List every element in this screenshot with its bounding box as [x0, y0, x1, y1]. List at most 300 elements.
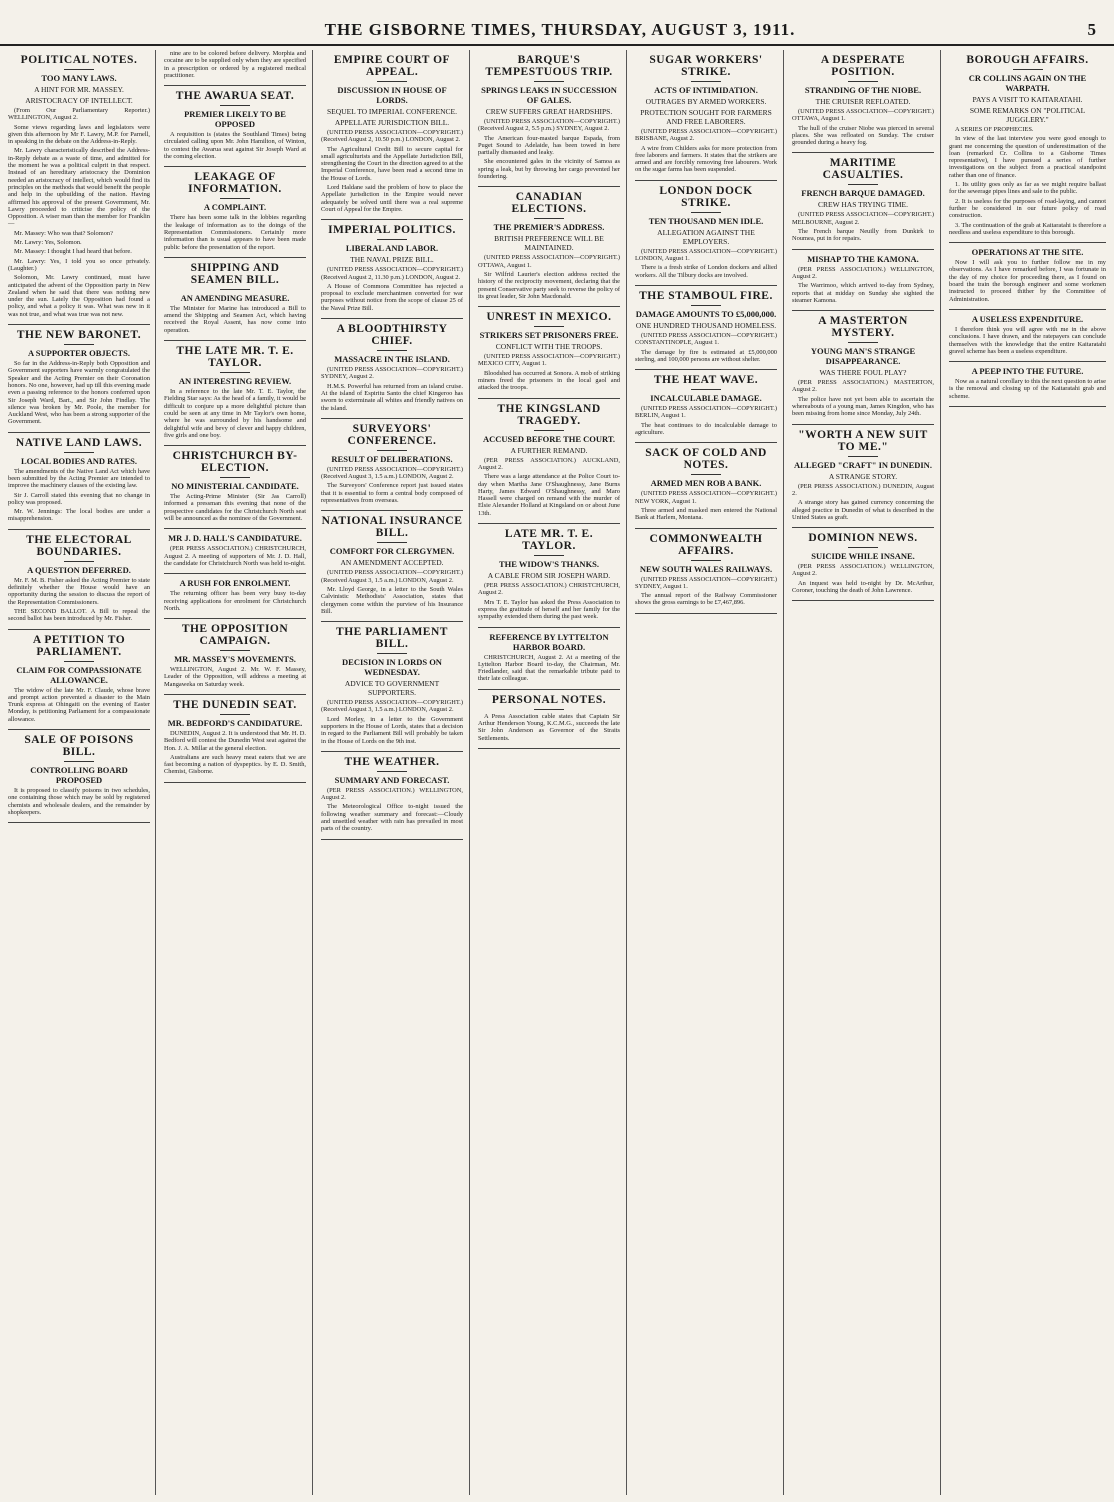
column-rule	[469, 50, 470, 1495]
article-subheading: MR J. D. HALL'S CANDIDATURE.	[168, 533, 302, 544]
article-paragraph: Lord Haldane said the problem of how to place the Appellate jurisdiction in the Empire would never adequately be solved until there was a real supreme Court of Appeal for the Empire.	[321, 184, 463, 213]
headline-rule	[691, 389, 721, 390]
article-subheading: AN INTERESTING REVIEW.	[178, 376, 292, 387]
article-subheading: THE NAVAL PRIZE BILL.	[350, 255, 434, 265]
article	[949, 366, 1106, 400]
article	[321, 756, 463, 833]
article-separator	[949, 361, 1106, 362]
article-paragraph: Three armed and masked men entered the National Bank at Harlem, Montana.	[635, 506, 777, 522]
column-rule	[626, 50, 627, 1495]
article-subheading: AN AMENDMENT ACCEPTED.	[340, 558, 444, 568]
article	[164, 345, 306, 439]
article-paragraph: There has been some talk in the lobbies regarding the leakage of information as to the doings of the Representation Commissioners. Certainly more information than is usual appears to have been made public before the presentation of the report.	[164, 214, 306, 251]
article-subheading: APPELLATE JURISDICTION BILL.	[334, 118, 450, 127]
article-paragraph: A wire from Childers asks for more protection from free laborers and farmers. It states that the strikers are armed and are forcibly removing free labourers. Work on the sugar farms has been suspended.	[635, 144, 777, 174]
article	[792, 429, 934, 521]
article-headline: THE STAMBOUL FIRE.	[639, 289, 773, 302]
article-subheading: A STRANGE STORY.	[828, 471, 898, 481]
article-paragraph: The amendments of the Native Land Act which have been submitted by the Acting Premier are intended to improve the machinery clauses of the existing law.	[8, 467, 150, 490]
article-subheading: A CABLE FROM SIR JOSEPH WARD.	[487, 571, 611, 581]
article-subheading: SOME REMARKS ON "POLITICAL JUGGLERY."	[969, 106, 1086, 124]
article-headline: THE AWARUA SEAT.	[175, 90, 295, 103]
article-separator	[164, 782, 306, 783]
article-separator	[792, 527, 934, 528]
article	[321, 224, 463, 312]
article-paragraph: The returning officer has been very busy to-day receiving applications for enrolment for Christchurch North.	[164, 590, 306, 612]
article-subheading: CREW SUFFERS GREAT HARDSHIPS.	[485, 107, 613, 116]
article	[949, 314, 1106, 355]
headline-rule	[220, 714, 250, 715]
article-subheading: ARMED MEN ROB A BANK.	[650, 478, 762, 489]
article-headline: SURVEYORS' CONFERENCE.	[347, 422, 437, 447]
column-1	[4, 50, 154, 1495]
article	[164, 623, 306, 688]
article-separator	[635, 285, 777, 286]
article-paragraph: Mr. Lawry: Yes, I told you so once privately. (Laughter.)	[8, 257, 150, 272]
article-subheading: CREW HAS TRYING TIME.	[817, 200, 908, 210]
article-paragraph: Solomon, Mr. Lawry continued, must have anticipated the advent of the Opposition party in New Zealand when he said that there was nothing new under the sun. Lately the Opposition had found a policy, and what a policy it was. What was new in it was not true, and what was true was not new.	[8, 274, 150, 318]
headline-rule	[64, 452, 94, 453]
article-subheading: ADVICE TO GOVERNMENT SUPPORTERS.	[344, 679, 440, 698]
article-subheading: A QUESTION DEFERRED.	[27, 564, 131, 575]
article-subheading: REFERENCE BY LYTTELTON HARBOR BOARD.	[489, 631, 609, 652]
article-paragraph: There was a large attendance at the Police Court to-day when Martha Jane O'Shaughnessy, Jane Burns Harty, James Edward O'Shaughnessy, and Maro Hassell were charged on remand with the murder of Elsie Alexander Holland at Kingsland on or about June 13th.	[478, 473, 620, 517]
article-separator	[164, 257, 306, 258]
article-paragraph: Lord Morley, in a letter to the Government supporters in the House of Lords, states that a decision in regard to the Parliament Bill will probably be taken in the House of Lords on the 9th inst.	[321, 715, 463, 745]
article-paragraph: A House of Commons Committee has rejected a proposal to exclude merchantmen converted for war purposes without notice from the scope of clause 25 of the Naval Prize Bill.	[321, 282, 463, 312]
article-subheading: BRITISH PREFERENCE WILL BE MAINTAINED.	[494, 234, 604, 253]
headline-rule	[1013, 69, 1043, 70]
article-subheading: COMFORT FOR CLERGYMEN.	[329, 546, 455, 557]
article-subheading: PROTECTION SOUGHT FOR FARMERS AND FREE LABORERS.	[640, 108, 772, 126]
article-subheading: MASSACRE IN THE ISLAND.	[334, 354, 450, 365]
article-paragraph: Mr. W. Jennings: The local bodies are under a misapprehension.	[8, 508, 150, 523]
article-paragraph: (PER PRESS ASSOCIATION.) AUCKLAND, August 2.	[478, 456, 620, 471]
article-separator	[792, 600, 934, 601]
article-headline: SACK OF COLD AND NOTES.	[645, 447, 767, 472]
article-separator	[635, 528, 777, 529]
article-paragraph: (UNITED PRESS ASSOCIATION—COPYRIGHT.) LONDON, August 1.	[635, 247, 777, 263]
article-paragraph: (PER PRESS ASSOCIATION.) WELLINGTON, August 2.	[792, 265, 934, 280]
article-subheading: ALLEGATION AGAINST THE EMPLOYERS.	[657, 227, 755, 246]
article-subheading: MR. MASSEY'S MOVEMENTS.	[174, 654, 296, 665]
headline-rule	[848, 547, 878, 548]
article-subheading: ACTS OF INTIMIDATION.	[654, 85, 758, 95]
headline-rule	[64, 761, 94, 762]
article-subheading: NO MINISTERIAL CANDIDATE.	[171, 481, 299, 492]
article-separator	[478, 186, 620, 187]
article-paragraph: Mr. F. M. B. Fisher asked the Acting Premier to state definitely whether the House would have an opportunity during the session to discuss the report of the Representation Commissioners.	[8, 576, 150, 606]
article-headline: EMPIRE COURT OF APPEAL.	[333, 54, 451, 78]
article-separator	[635, 369, 777, 370]
article	[478, 694, 620, 742]
article	[164, 578, 306, 612]
headline-rule	[377, 450, 407, 451]
article-subheading: ACCUSED BEFORE THE COURT.	[482, 433, 616, 444]
article-paragraph: The American four-masted barque Espada, from Puget Sound to Adelaide, has been towed in here partially dismasted and leaky.	[478, 134, 620, 157]
article-separator	[8, 822, 150, 823]
article-subheading: SPRINGS LEAKS IN SUCCESSION OF GALES.	[481, 85, 617, 105]
article-paragraph: There is a fresh strike of London dockers and allied workers. All the Tilbury docks are involved.	[635, 264, 777, 279]
article-paragraph: Mr. Massey: Who was that? Solomon?	[14, 229, 113, 237]
article-headline: THE NEW BARONET.	[16, 329, 142, 342]
article-subheading: SEQUEL TO IMPERIAL CONFERENCE.	[326, 107, 457, 116]
article-separator	[478, 748, 620, 749]
article-paragraph: I therefore think you will agree with me in the above conclusions. I have drawn, and the ratepayers can conclude themselves with the knowledge that the entire Kaitaratahi gravel scheme has been a useless expenditure.	[949, 325, 1106, 355]
article-paragraph: Mr. Lawry characteristically described the Address-in-Reply debate as a waste of time, and admitted for the moment he was a political culprit in that respect. Instead of an hereditary aristocracy the Dominion needed an aristocracy of intellect, which would find its principles on the methods that would benefit the people and help in the upbuilding of the nation. Having affirmed his approval of the present Government, Mr. Lawry proceeded to criticise the policy of the Opposition. A wiser man than the member for Franklin—	[8, 147, 150, 228]
article-paragraph: Now as a natural corollary to this the next question to arise is the removal and closing up of the Kaitaratahi grab and scheme.	[949, 378, 1106, 400]
article-paragraph: 3. The continuation of the grab at Kaitaratahi is therefore a needless and useless expenditure to this borough.	[949, 221, 1106, 236]
article-subheading: CR COLLINS AGAIN ON THE WARPATH.	[968, 73, 1087, 93]
column-5	[631, 50, 781, 1495]
headline-rule	[220, 650, 250, 651]
article-paragraph: She encountered gales in the vicinity of Samoa as spring a leak, but by throwing her cargo prevented her foundering.	[478, 158, 620, 181]
article-paragraph: The Warrimoo, which arrived to-day from Sydney, reports that at midday on Sunday she sighted the steamer Kamona.	[792, 282, 934, 304]
article-paragraph: Mrs T. E. Taylor has asked the Press Association to express the gratitude of herself and her family for the sympathy extended them during the past week.	[478, 598, 620, 621]
article	[635, 290, 777, 363]
article-paragraph: H.M.S. Powerful has returned from an island cruise. At the island of Espiritu Santo the chief Kingeroo has sworn to exterminate all whites and friendly natives on the island.	[321, 382, 463, 412]
article-separator	[164, 528, 306, 529]
article	[164, 171, 306, 250]
article-separator	[792, 152, 934, 153]
headline-rule	[534, 326, 564, 327]
headline-rule	[848, 81, 878, 82]
article-paragraph: 1. Its utility goes only as far as we might require ballast for the sewerage pipes lines and sale to the public.	[949, 181, 1106, 196]
article-paragraph: (PER PRESS ASSOCIATION.) WELLINGTON, August 2.	[321, 786, 463, 802]
article-paragraph: (PER PRESS ASSOCIATION.) CHRISTCHURCH, August 2.	[478, 582, 620, 597]
headline-rule	[691, 305, 721, 306]
article-paragraph: The Agricultural Credit Bill to secure capital for small agriculturists and the Appellate Jurisdiction Bill, strengthening the Court in the direction agreed to at the Imperial Conference, have been read a second time in the House of Lords.	[321, 145, 463, 182]
article-subheading: TEN THOUSAND MEN IDLE.	[648, 215, 764, 226]
article	[635, 374, 777, 436]
article-headline: LATE MR. T. E. TAYLOR.	[504, 528, 594, 553]
article	[8, 437, 150, 523]
article-headline: PERSONAL NOTES.	[491, 693, 607, 706]
article-subheading: A USELESS EXPENDITURE.	[971, 313, 1084, 324]
article-paragraph: (UNITED PRESS ASSOCIATION—COPYRIGHT.) SYDNEY, August 2.	[321, 366, 463, 381]
article-separator	[321, 751, 463, 752]
column-rule	[312, 50, 313, 1495]
article-headline: CHRISTCHURCH BY-ELECTION.	[172, 450, 298, 475]
article-headline: A PETITION TO PARLIAMENT.	[32, 633, 126, 658]
column-7	[945, 50, 1110, 1495]
article-paragraph: Some views regarding laws and legislators were given this afternoon by Mr F. Lawry, M.P. for Parnell, in speaking in the debate on the Address-in-Reply.	[8, 123, 150, 146]
article-separator	[164, 340, 306, 341]
article-paragraph: The Acting-Prime Minister (Sir Jas Carroll) informed a pressman this evening that none of the prospective candidates for the Christchurch North seat will be announced as the nominee of the Government.	[164, 493, 306, 523]
article-headline: NATIVE LAND LAWS.	[15, 436, 143, 449]
article-subheading: THE WIDOW'S THANKS.	[498, 559, 600, 570]
article-subheading: STRIKERS SET PRISONERS FREE.	[479, 330, 619, 341]
article-paragraph: (UNITED PRESS ASSOCIATION—COPYRIGHT.) (Received August 3, 1.5 a.m.) LONDON, August 2.	[321, 699, 463, 714]
article-separator	[321, 510, 463, 511]
headline-rule	[534, 555, 564, 556]
headline-rule	[534, 81, 564, 82]
article-paragraph: WELLINGTON, August 2. Mr. W. F. Massey, Leader of the Opposition, will address a meeting at Mangaweka on Saturday week.	[164, 666, 306, 688]
article-headline: "WORTH A NEW SUIT TO ME."	[798, 428, 928, 453]
article-paragraph: (From Our Parliamentary Reporter.) WELLINGTON, August 2.	[8, 107, 150, 122]
article-paragraph: THE SECOND BALLOT. A Bill to repeal the second ballot has been introduced by Mr. Fisher.	[8, 607, 150, 623]
article	[8, 634, 150, 723]
article-separator	[8, 529, 150, 530]
headline-rule	[534, 430, 564, 431]
article	[164, 262, 306, 334]
article-subheading: WAS THERE FOUL PLAY?	[819, 368, 907, 378]
article-paragraph: Mr. Lawry: Yes, Solomon.	[14, 239, 82, 247]
article-separator	[321, 219, 463, 220]
article	[635, 54, 777, 174]
article-separator	[478, 627, 620, 628]
headline-rule	[691, 560, 721, 561]
headline-rule	[848, 342, 878, 343]
article-paragraph: (UNITED PRESS ASSOCIATION—COPYRIGHT.) BRISBANE, August 2.	[635, 128, 777, 143]
article-subheading: ALLEGED "CRAFT" IN DUNEDIN.	[794, 459, 932, 470]
article-headline: THE WEATHER.	[344, 755, 440, 768]
article	[792, 157, 934, 242]
article	[478, 191, 620, 300]
article-paragraph: (PER PRESS ASSOCIATION.) DUNEDIN, August 2.	[792, 482, 934, 497]
article-separator	[635, 613, 777, 614]
article-headline: BOROUGH AFFAIRS.	[966, 54, 1089, 66]
article	[164, 533, 306, 567]
article-separator	[478, 523, 620, 524]
article-paragraph: (UNITED PRESS ASSOCIATION—COPYRIGHT.) MELBOURNE, August 2.	[792, 211, 934, 226]
headline-rule	[534, 709, 564, 710]
article-headline: A DESPERATE POSITION.	[820, 54, 906, 78]
article	[321, 515, 463, 615]
article-headline: UNREST IN MEXICO.	[486, 311, 612, 324]
article-headline: THE ELECTORAL BOUNDARIES.	[26, 533, 132, 558]
article-paragraph: (UNITED PRESS ASSOCIATION—COPYRIGHT.) NEW YORK, August 1.	[635, 490, 777, 505]
article-separator	[635, 442, 777, 443]
headline-rule	[64, 561, 94, 562]
article-paragraph: Sir J. Carroll stated this evening that no change in policy was proposed.	[8, 491, 150, 506]
article-paragraph: Mr. Lloyd George, in a letter to the South Wales Calvinistic Methodists' Association, states that clergymen come within the purview of his Insurance Bill.	[321, 585, 463, 615]
article	[8, 734, 150, 816]
headline-rule	[691, 81, 721, 82]
article-separator	[164, 618, 306, 619]
article-paragraph: The damage by fire is estimated at £5,000,000 sterling, and 100,000 persons are without shelter.	[635, 348, 777, 363]
article-subheading: YOUNG MAN'S STRANGE DISAPPEARANCE.	[810, 346, 916, 367]
headline-rule	[377, 239, 407, 240]
article-separator	[8, 432, 150, 433]
article	[478, 54, 620, 180]
column-3	[317, 50, 467, 1495]
article	[164, 50, 306, 79]
headline-rule	[377, 542, 407, 543]
article-subheading: NEW SOUTH WALES RAILWAYS.	[639, 563, 773, 574]
headline-rule	[64, 344, 94, 345]
article	[792, 315, 934, 417]
article-headline: A BLOODTHIRSTY CHIEF.	[336, 323, 448, 348]
article-subheading: ONE HUNDRED THOUSAND HOMELESS.	[635, 320, 777, 330]
article-paragraph: In a reference to the late Mr. T. E. Taylor, the Fielding Star says: As the head of a family, it would be difficult to conjure up a more delightful picture than could be seen at any time in Mr Taylor's own home, where he was surrounded by his handsome and delightful wife and bevy of clever and happy children, five girls and one boy.	[164, 388, 306, 439]
article-separator	[321, 418, 463, 419]
article-paragraph: (UNITED PRESS ASSOCIATION—COPYRIGHT.) (Received August 2, 10.50 p.m.) LONDON, August 2.	[321, 129, 463, 144]
article-headline: MARITIME CASUALTIES.	[822, 157, 904, 182]
article-headline: THE LATE MR. T. E. TAYLOR.	[176, 345, 294, 370]
article-headline: SALE OF POISONS BILL.	[24, 734, 134, 759]
article-paragraph: DUNEDIN, August 2. It is understood that Mr. H. D. Bedford will contest the Dunedin West seat against the Hon. J. A. Millar at the general election.	[164, 729, 306, 752]
article	[478, 528, 620, 620]
article-headline: THE KINGSLAND TRAGEDY.	[497, 402, 601, 427]
article-paragraph: (UNITED PRESS ASSOCIATION—COPYRIGHT.) (Received August 2, 11.30 p.m.) LONDON, August 2.	[321, 266, 463, 281]
article-separator	[164, 445, 306, 446]
article-separator	[164, 573, 306, 574]
article-subheading: DAMAGE AMOUNTS TO £5,000,000.	[635, 308, 777, 319]
article-paragraph: (UNITED PRESS ASSOCIATION—COPYRIGHT.) OTTAWA, August 1.	[792, 108, 934, 123]
article-paragraph: A SERIES OF PROPHECIES.	[955, 126, 1034, 133]
article-headline: SHIPPING AND SEAMEN BILL.	[190, 261, 280, 286]
article-paragraph: 2. It is useless for the purposes of road-laying, and cannot further be considered in our future policy of road construction.	[949, 197, 1106, 220]
article-subheading: THE PREMIER'S ADDRESS.	[493, 222, 605, 233]
article-subheading: TOO MANY LAWS.	[41, 73, 117, 83]
article	[792, 54, 934, 146]
article	[321, 626, 463, 745]
article-subheading: DECISION IN LORDS ON WEDNESDAY.	[342, 657, 442, 678]
column-4	[474, 50, 624, 1495]
article-paragraph: The Minister for Marine has introduced a Bill to amend the Shipping and Seamen Act, which having received the Royal Assent, has now come into operation.	[164, 304, 306, 334]
article	[949, 54, 1106, 236]
article-separator	[321, 839, 463, 840]
article-headline: SUGAR WORKERS' STRIKE.	[649, 54, 763, 78]
article-subheading: SUICIDE WHILE INSANE.	[811, 551, 915, 562]
article-headline: THE OPPOSITION CAMPAIGN.	[181, 623, 289, 648]
article-paragraph: CHRISTCHURCH, August 2. At a meeting of the Lyttelton Harbor Board to-day, the Chairman, Mr. Friedlander, said that the remarkable tribute paid to their late colleague.	[478, 653, 620, 683]
article-headline: DOMINION NEWS.	[808, 532, 918, 545]
article	[478, 311, 620, 391]
article-separator	[321, 621, 463, 622]
article-separator	[635, 180, 777, 181]
article-subheading: CONFLICT WITH THE TROOPS.	[495, 342, 603, 352]
article-separator	[164, 694, 306, 695]
headline-rule	[220, 289, 250, 290]
article-subheading: DISCUSSION IN HOUSE OF LORDS.	[337, 85, 447, 105]
article-separator	[478, 306, 620, 307]
article-paragraph: (UNITED PRESS ASSOCIATION—COPYRIGHT.) MEXICO CITY, August 1.	[478, 353, 620, 368]
headline-rule	[377, 81, 407, 82]
article-subheading: FRENCH BARQUE DAMAGED.	[801, 188, 925, 199]
article-paragraph: A requisition is (states the Southland Times) being circulated calling upon Mr. John Hamilton, of Winton, to contest the Awarua seat against Sir Joseph Ward at the coming election.	[164, 131, 306, 161]
article-paragraph: The police have not yet been able to ascertain the whereabouts of a young man, James Kingdon, who has been missing from home since Monday, July 24th.	[792, 395, 934, 418]
article-paragraph: (PER PRESS ASSOCIATION.) WELLINGTON, August 2.	[792, 563, 934, 578]
headline-rule	[377, 653, 407, 654]
article	[8, 54, 150, 318]
article	[478, 403, 620, 517]
article-paragraph: The widow of the late Mr. F. Claude, whose brave and prompt action prevented a disaster to the Main Trunk express at Ohingaiti on the evening of Easter Monday, is petitioning Parliament for a compassionate allowance.	[8, 686, 150, 723]
article-subheading: CONTROLLING BOARD PROPOSED	[30, 765, 128, 786]
article-separator	[478, 398, 620, 399]
article-subheading: INCALCULABLE DAMAGE.	[650, 393, 762, 404]
article-paragraph: Now I will ask you to further follow me in my observations. As I have remarked before, I was fortunate in the day of my choice for proceeding there, as I found on board the train the borough engineer and some workmen instructed to proceed thither by the Committee of Administration.	[949, 259, 1106, 303]
article-subheading: A FURTHER REMAND.	[510, 445, 588, 455]
article-subheading: A SUPPORTER OBJECTS.	[28, 348, 130, 359]
article-paragraph: In view of the last interview you were good enough to grant me concerning the question of underestimation of the loan (remarked Cr. Collins to a Gisborne Times representative), I have pursued a series of further investigations on the subject from a practical standpoint rather than one of finance.	[949, 135, 1106, 179]
column-rule	[783, 50, 784, 1495]
article-separator	[792, 249, 934, 250]
article	[164, 90, 306, 160]
article-headline: THE HEAT WAVE.	[653, 374, 759, 387]
article-subheading: A COMPLAINT.	[203, 202, 267, 213]
article-paragraph: Sir Wilfrid Laurier's election address recited the history of the reciprocity movement, declaring that the present Conservative party seek to reverse the policy of its great leader, Sir John Macdonald.	[478, 270, 620, 300]
article	[949, 247, 1106, 303]
headline-rule	[377, 771, 407, 772]
article-subheading: OPERATIONS AT THE SITE.	[971, 247, 1084, 258]
article-paragraph: (UNITED PRESS ASSOCIATION—COPYRIGHT.) BERLIN, August 1.	[635, 405, 777, 420]
article-headline: CANADIAN ELECTIONS.	[511, 191, 587, 216]
article-separator	[478, 689, 620, 690]
article-separator	[8, 729, 150, 730]
article-subheading: MISHAP TO THE KAMONA.	[807, 253, 919, 264]
article-subheading: MR. BEDFORD'S CANDIDATURE.	[167, 717, 303, 728]
article-headline: LEAKAGE OF INFORMATION.	[188, 171, 282, 196]
article	[8, 534, 150, 623]
article	[164, 450, 306, 522]
masthead	[0, 0, 1114, 46]
headline-rule	[848, 456, 878, 457]
headline-rule	[377, 350, 407, 351]
article	[164, 699, 306, 776]
article-subheading: A HINT FOR MR. MASSEY.	[34, 85, 124, 94]
article-subheading: RESULT OF DELIBERATIONS.	[331, 453, 453, 464]
article-headline: THE PARLIAMENT BILL.	[336, 626, 448, 651]
article-headline: LONDON DOCK STRIKE.	[659, 184, 753, 209]
headline-rule	[64, 661, 94, 662]
article	[478, 632, 620, 683]
article-subheading: LIBERAL AND LABOR.	[345, 243, 439, 254]
headline-rule	[534, 218, 564, 219]
article-paragraph: An inquest was held to-night by Dr. McArthur, Coroner, touching the death of John Lawrence.	[792, 579, 934, 595]
article-separator	[8, 324, 150, 325]
article-separator	[8, 629, 150, 630]
article	[321, 423, 463, 504]
article	[635, 185, 777, 279]
article-headline: COMMONWEALTH AFFAIRS.	[649, 532, 763, 557]
headline-rule	[220, 477, 250, 478]
article-paragraph: (PER PRESS ASSOCIATION.) CHRISTCHURCH, August 2. A meeting of supporters of Mr. J. D. Hall, the candidate for Christchurch North was held to-night.	[164, 545, 306, 567]
article-subheading: THE CRUISER REFLOATED.	[815, 97, 911, 106]
article-subheading: PREMIER LIKELY TO BE OPPOSED	[184, 109, 286, 130]
article-paragraph: Australians are such heavy meat eaters that we are fast becoming a nation of dyspeptics. by E. D. Smith, Chemist, Gisborne.	[164, 753, 306, 776]
article-separator	[321, 318, 463, 319]
article-paragraph: (UNITED PRESS ASSOCIATION—COPYRIGHT.) (Received August 3, 1.5 a.m.) LONDON, August 2.	[321, 569, 463, 584]
article-paragraph: Mr. Massey: I thought I had heard that before.	[14, 248, 132, 256]
article-paragraph: (UNITED PRESS ASSOCIATION—COPYRIGHT.) SYDNEY, August 1.	[635, 575, 777, 590]
headline-rule	[691, 474, 721, 475]
article	[321, 54, 463, 213]
article	[635, 533, 777, 607]
article	[321, 323, 463, 412]
article-subheading: LOCAL BODIES AND RATES.	[20, 455, 138, 466]
article-subheading: PAYS A VISIT TO KAITARATAHI.	[972, 95, 1083, 104]
article-paragraph: The Surveyors' Conference report just issued states that it is essential to form a central body composed of representatives from overseas.	[321, 482, 463, 505]
article-subheading: A PEEP INTO THE FUTURE.	[971, 366, 1084, 377]
page-number: 5	[1087, 20, 1096, 39]
column-6	[788, 50, 938, 1495]
article-paragraph: Bloodshed has occurred at Sonora. A mob of striking miners freed the prisoners in the local gaol and attacked the troops.	[478, 369, 620, 392]
article-headline: IMPERIAL POLITICS.	[328, 224, 456, 237]
article-headline: BARQUE'S TEMPESTUOUS TRIP.	[485, 54, 613, 78]
article-headline: A MASTERTON MYSTERY.	[818, 315, 908, 340]
article-paragraph: A Press Association cable states that Captain Sir Arthur Henderson Young, K.C.M.G., succeeds the late Sir John Anderson as Governor of the Straits Settlements.	[478, 712, 620, 742]
headline-rule	[220, 372, 250, 373]
article-paragraph: The hull of the cruiser Niobe was pierced in several places. She was refloated on Sunday. The cruiser grounded during a heavy fog.	[792, 124, 934, 147]
article-subheading: ARISTOCRACY OF INTELLECT.	[25, 96, 133, 105]
headline-rule	[220, 198, 250, 199]
article-paragraph: (UNITED PRESS ASSOCIATION—COPYRIGHT.) (Received August 2, 5.5 p.m.) SYDNEY, August 2.	[478, 118, 620, 133]
article-separator	[949, 309, 1106, 310]
article-paragraph: The French barque Neuilly from Dunkirk to Noumea, put in for repairs.	[792, 228, 934, 243]
article-paragraph: (PER PRESS ASSOCIATION.) MASTERTON, August 2.	[792, 379, 934, 394]
